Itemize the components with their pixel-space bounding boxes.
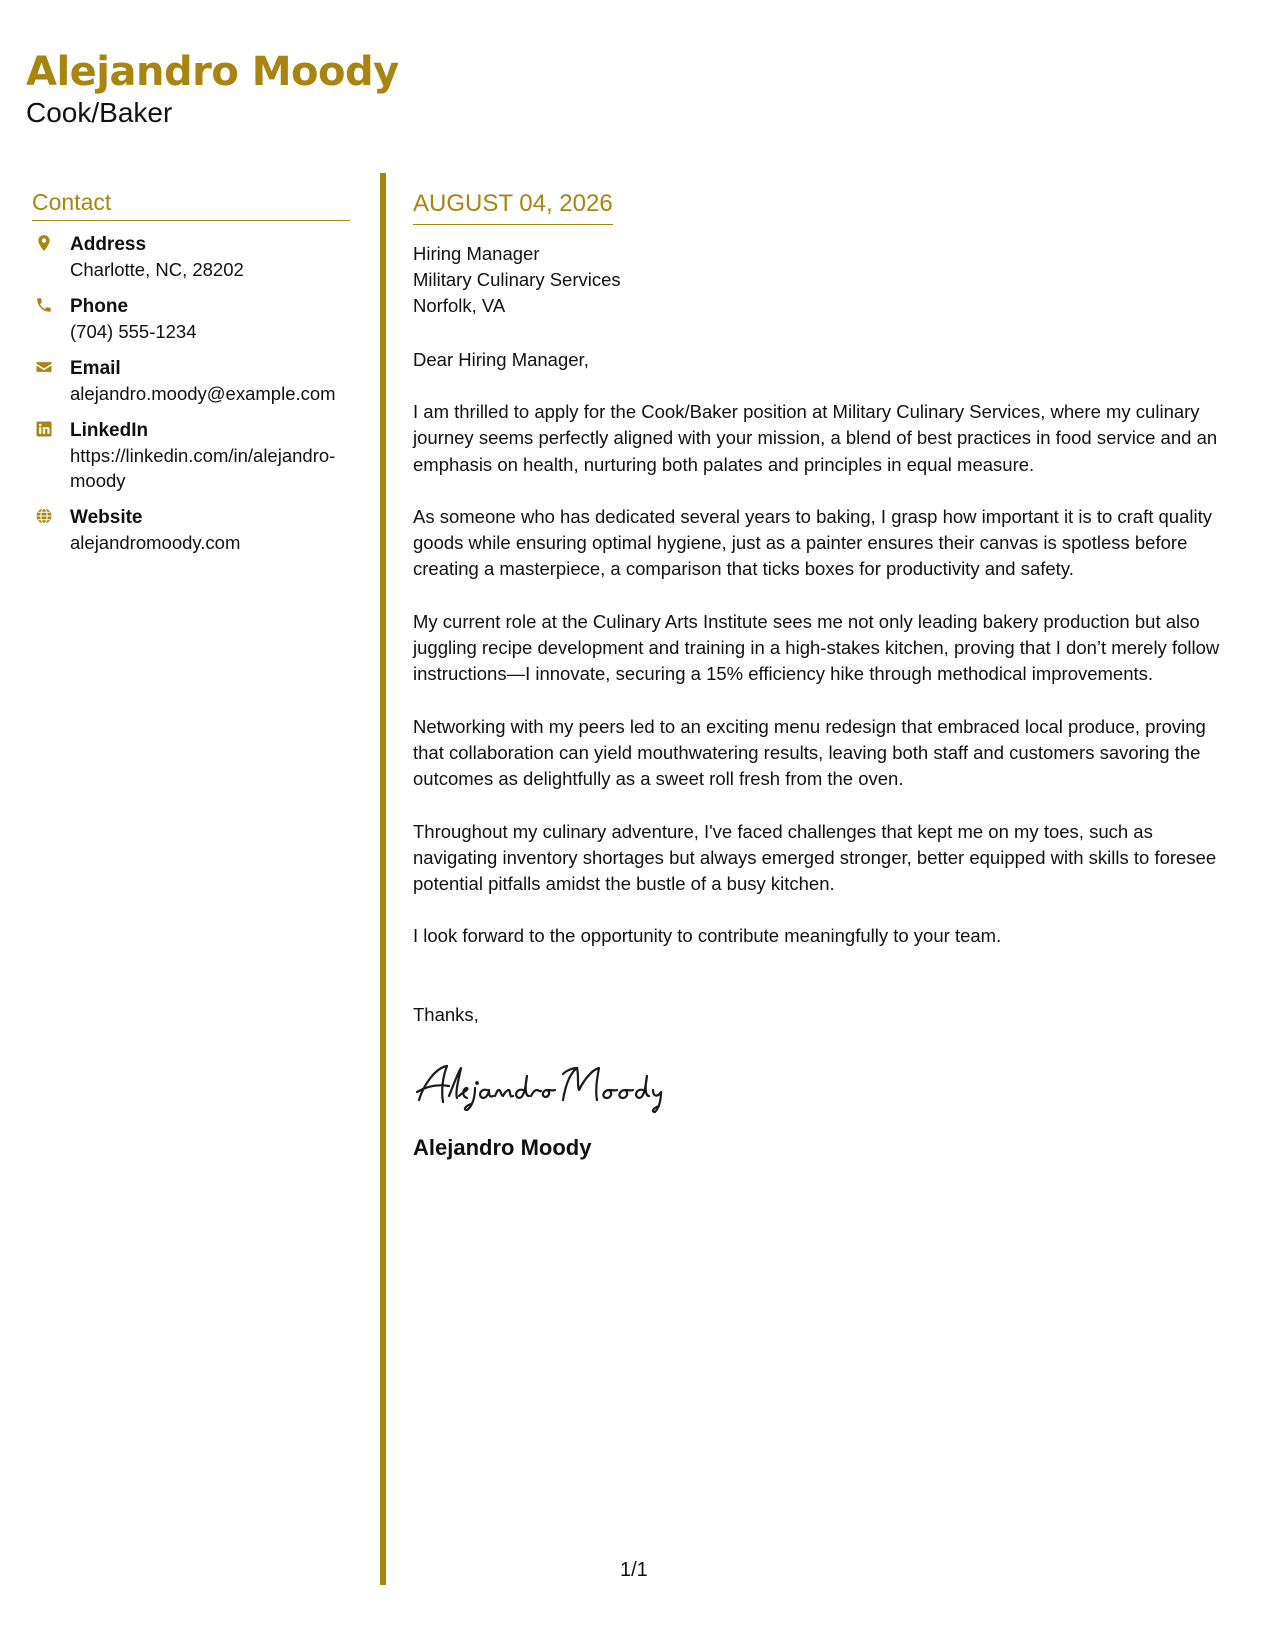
linkedin-icon — [35, 420, 53, 438]
closing: Thanks, — [413, 1003, 479, 1025]
globe-icon — [35, 507, 53, 525]
body-paragraph: Throughout my culinary adventure, I've faced challenges that kept me on my toes, such as navigating inventory shortages but always emerged stronger, better equipped with skills to foresee potential pitfalls amidst the bustle of a busy kitchen. — [413, 820, 1217, 895]
contact-label: Email — [70, 358, 121, 379]
letter-date: AUGUST 04, 2026 — [413, 189, 613, 225]
body-paragraph: As someone who has dedicated several years to baking, I grasp how important it is to craft quality goods while ensuring optimal hygiene, just as a painter ensures their canvas is spotless before creating a masterpiece, a comparison that ticks boxes for productivity and safety. — [413, 505, 1212, 580]
vertical-divider — [380, 173, 386, 1585]
contact-item-email — [32, 357, 350, 406]
contact-heading: Contact — [32, 188, 350, 221]
map-pin-icon — [35, 234, 53, 252]
recipient-block — [413, 241, 1235, 319]
contact-value[interactable]: alejandromoody.com — [70, 532, 241, 553]
body-paragraph: I am thrilled to apply for the Cook/Baker position at Military Culinary Services, where my culinary journey seems perfectly aligned with your mission, a blend of best practices in food service and an emphasis on health, nurturing both palates and principles in equal measure. — [413, 401, 1218, 475]
resume-header — [26, 48, 399, 130]
letter-body — [413, 189, 1235, 1162]
contact-label: Phone — [70, 296, 129, 317]
recipient-line: Military Culinary Services — [413, 269, 621, 290]
salutation: Dear Hiring Manager, — [413, 349, 589, 370]
recipient-line: Hiring Manager — [413, 243, 540, 264]
envelope-icon — [35, 358, 53, 376]
handwritten-signature — [413, 1056, 1235, 1116]
job-title: Cook/Baker — [26, 97, 173, 128]
page-number: 1/1 — [620, 1559, 648, 1581]
recipient-line: Norfolk, VA — [413, 295, 506, 316]
candidate-name: Alejandro Moody — [26, 49, 399, 95]
contact-value: Charlotte, NC, 28202 — [70, 259, 244, 280]
signer-name: Alejandro Moody — [413, 1134, 592, 1160]
phone-icon — [35, 296, 53, 314]
contact-value[interactable]: https://linkedin.com/in/alejandro-moody — [70, 445, 336, 491]
contact-item-website — [32, 506, 350, 555]
contact-label: LinkedIn — [70, 420, 149, 441]
body-paragraph: Networking with my peers led to an exciting menu redesign that embraced local produce, proving that collaboration can yield mouthwatering results, leaving both staff and customers savoring the outcomes as delightfully as a sweet roll fresh from the oven. — [413, 715, 1206, 790]
contact-item-phone — [32, 295, 350, 344]
contact-sidebar — [32, 188, 350, 568]
contact-item-linkedin — [32, 419, 350, 493]
body-paragraph: My current role at the Culinary Arts Institute sees me not only leading bakery production but also juggling recipe development and training in a high-stakes kitchen, proving that I don’t merely follow instructions—I innovate, securing a 15% efficiency hike through methodical improvements. — [413, 610, 1220, 685]
contact-label: Address — [70, 234, 147, 255]
contact-value: (704) 555-1234 — [70, 321, 197, 342]
body-paragraph: I look forward to the opportunity to contribute meaningfully to your team. — [413, 925, 1002, 947]
contact-item-address — [32, 233, 350, 282]
contact-value: alejandro.moody@example.com — [70, 383, 336, 404]
contact-label: Website — [70, 507, 143, 528]
